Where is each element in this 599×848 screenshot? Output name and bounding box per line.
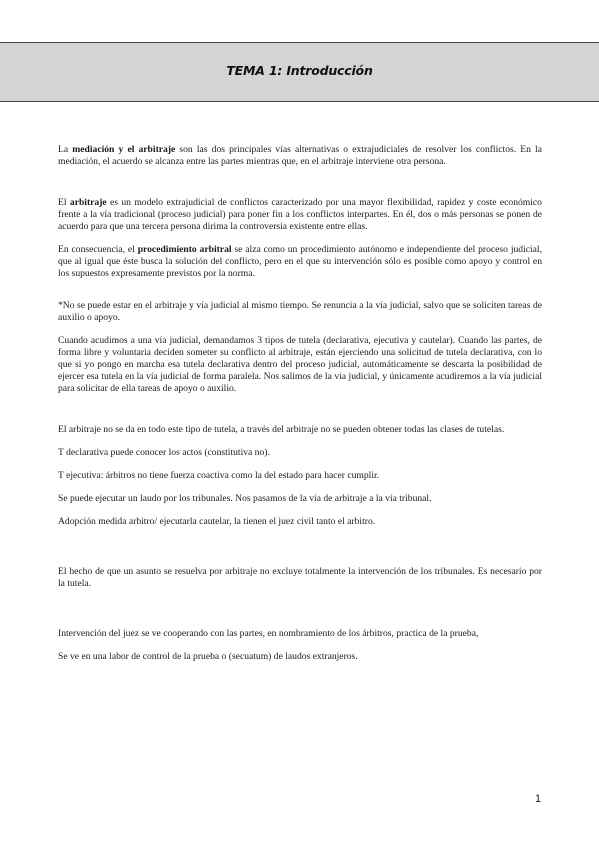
paragraph-adopcion-medida: Adopción medida arbitro/ ejecutarla cautelar, la tienen el juez civil tanto el arbitro. xyxy=(58,516,376,527)
header-band xyxy=(0,42,599,102)
text-run: es un modelo extrajudicial de conflictos caracterizado por una mayor flexibilidad, rapidez y coste económico frente a la vía tradicional (proceso judicial) para poner fin a los conflictos interpartes. En él, dos o más personas se ponen de acuerdo para que una tercera persona dirima la controversia existente entre ellas. xyxy=(58,197,542,232)
text-run: son las dos principales vías alternativas o extrajudiciales de resolver los conflictos. En la mediación, el acuerdo se alcanza entre las partes mientras que, en el arbitraje interviene otra persona. xyxy=(58,144,542,167)
paragraph-intervencion-tribunales: El hecho de que un asunto se resuelva por arbitraje no excluye totalmente la intervención de los tribunales. Es necesario por la tutela. xyxy=(58,566,542,589)
paragraph-intervencion-juez: Intervención del juez se ve cooperando con las partes, en nombramiento de los árbitros, practica de la prueba, xyxy=(58,628,479,639)
paragraph-ejecutar-laudo: Se puede ejecutar un laudo por los tribunales. Nos pasamos de la vía de arbitraje a la vía tribunal. xyxy=(58,493,432,504)
paragraph-tutela: Cuando acudimos a una vía judicial, demandamos 3 tipos de tutela (declarativa, ejecutiva y cautelar). Cuando las partes, de forma libre y voluntaria deciden someter su conflicto al arbitraje, están ejerciendo una solicitud de tutela declarativa, con lo que si yo pongo en marcha esa tutela declarativa dentro del proceso judicial, automáticamente se descarta la posibilidad de ejercer esa tutela en la vía judicial de forma paralela. Nos salimos de la vía judicial, y únicamente acudiremos a la vía judicial para solicitar de ella tareas de apoyo o auxilio. xyxy=(58,335,542,394)
paragraph-t-declarativa: T declarativa puede conocer los actos (constitutiva no). xyxy=(58,447,270,458)
text-run: En consecuencia, el xyxy=(58,244,138,255)
bold-term: arbitraje xyxy=(69,197,107,208)
text-run: se alza como un procedimiento autónomo e independiente del proceso judicial, que al igual que éste busca la solución del conflicto, pero en el que su intervención sólo es posible como apoyo y control en los supuestos expresamente previstos por la norma. xyxy=(58,244,542,279)
paragraph-t-ejecutiva: T ejecutiva: árbitros no tiene fuerza coactiva como la del estado para hacer cumplir. xyxy=(58,470,380,481)
paragraph-procedimiento xyxy=(58,244,542,280)
page-title: TEMA 1: Introducción xyxy=(226,63,373,78)
paragraph-arbitraje xyxy=(58,197,542,233)
paragraph-nota: *No se puede estar en el arbitraje y vía judicial al mismo tiempo. Se renuncia a la vía judicial, salvo que se soliciten tareas de auxilio o apoyo. xyxy=(58,300,542,323)
text-run: La xyxy=(58,144,73,155)
paragraph-labor-control: Se ve en una labor de control de la prueba o (secuatum) de laudos extranjeros. xyxy=(58,651,358,662)
page-number: 1 xyxy=(535,793,542,805)
bold-term: mediación y el arbitraje xyxy=(72,144,176,155)
text-run: El xyxy=(58,197,70,208)
bold-term: procedimiento arbitral xyxy=(137,244,232,255)
document-body xyxy=(58,144,542,663)
paragraph-clases-tutela: El arbitraje no se da en todo este tipo de tutela, a través del arbitraje no se pueden obtener todas las clases de tutelas. xyxy=(58,424,505,435)
paragraph-mediacion xyxy=(58,144,542,168)
